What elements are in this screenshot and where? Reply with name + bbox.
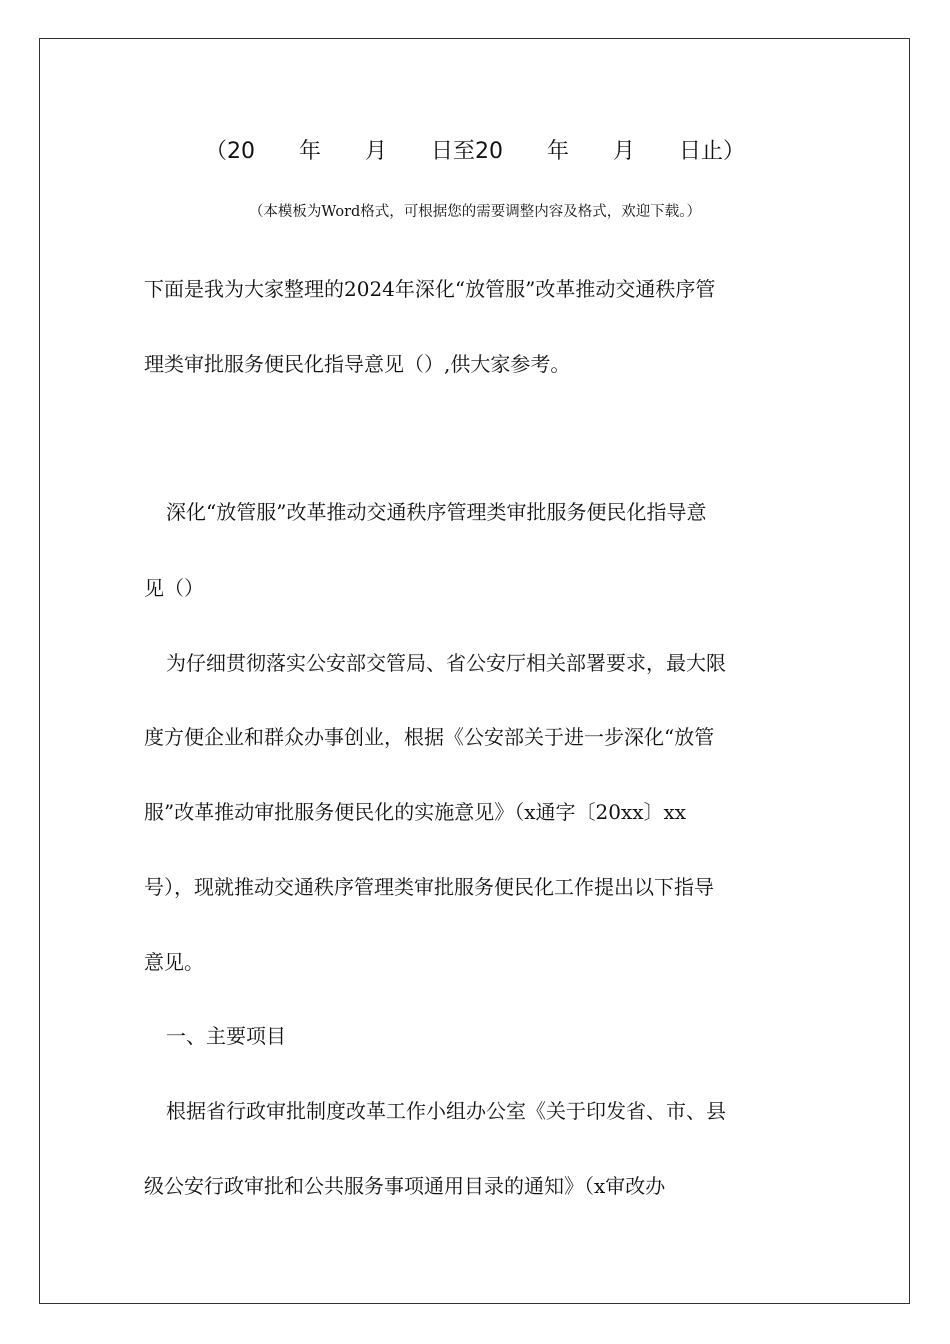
paragraph-1-line-3: 服”改革推动审批服务便民化的实施意见》（x通字〔20xx〕xx	[144, 800, 687, 824]
paragraph-1-line-4: 号），现就推动交通秩序管理类审批服务便民化工作提出以下指导	[144, 875, 714, 899]
section-1-heading: 一、主要项目	[166, 1024, 286, 1048]
intro-line-1: 下面是我为大家整理的2024年深化“放管服”改革推动交通秩序管	[144, 277, 716, 301]
paragraph-1-line-1: 为仔细贯彻落实公安部交管局、省公安厅相关部署要求，最大限	[166, 651, 726, 675]
document-title-line-1: 深化“放管服”改革推动交通秩序管理类审批服务便民化指导意	[166, 500, 707, 524]
paragraph-2-line-1: 根据省行政审批制度改革工作小组办公室《关于印发省、市、县	[166, 1099, 726, 1123]
intro-line-2: 理类审批服务便民化指导意见（）,供大家参考。	[144, 352, 571, 376]
document-title-line-2: 见（）	[144, 576, 204, 600]
template-note: （本模板为Word格式，可根据您的需要调整内容及格式，欢迎下载。）	[248, 204, 702, 220]
paragraph-1-line-2: 度方便企业和群众办事创业，根据《公安部关于进一步深化“放管	[144, 725, 715, 749]
paragraph-2-line-2: 级公安行政审批和公共服务事项通用目录的通知》（x审改办	[144, 1174, 666, 1198]
paragraph-1-line-5: 意见。	[144, 950, 204, 974]
date-range-heading: （20 年 月 日至20 年 月 日止）	[205, 139, 745, 164]
